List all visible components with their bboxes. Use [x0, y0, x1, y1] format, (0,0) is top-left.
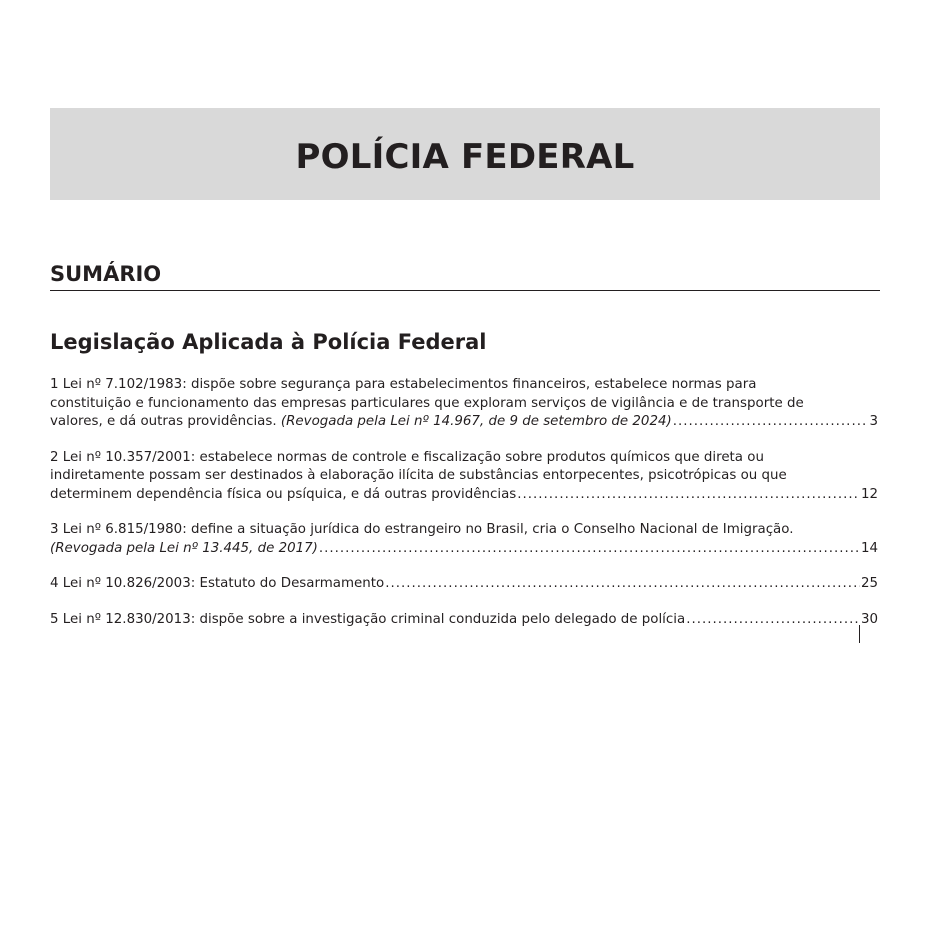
dot-leader — [673, 413, 869, 432]
page-number: 14 — [860, 540, 878, 556]
text-cursor — [859, 625, 860, 643]
document-title: POLÍCIA FEDERAL — [295, 137, 635, 177]
section-title: Legislação Aplicada à Polícia Federal — [50, 330, 487, 354]
table-of-contents — [50, 376, 878, 646]
summary-heading: SUMÁRIO — [50, 262, 880, 291]
toc-entry-last-line — [50, 486, 878, 505]
dot-leader — [517, 486, 860, 505]
toc-entry-4[interactable] — [50, 575, 878, 594]
toc-entry-line: indiretamente possam ser destinados à elaboração ilícita de substâncias entorpecentes, psicotrópicas ou que — [50, 468, 787, 483]
page-number: 3 — [869, 414, 878, 429]
toc-entry-1[interactable] — [50, 376, 878, 432]
toc-entry-line: 2 Lei nº 10.357/2001: estabelece normas de controle e fiscalização sobre produtos químicos que direta ou — [50, 449, 764, 465]
toc-entry-3[interactable] — [50, 521, 878, 558]
toc-entry-text: 5 Lei nº 12.830/2013: dispõe sobre a investigação criminal conduzida pelo delegado de polícia — [50, 611, 686, 627]
dot-leader — [385, 575, 860, 594]
toc-entry-5[interactable] — [50, 611, 878, 630]
page-number: 12 — [860, 486, 878, 502]
dot-leader — [319, 540, 860, 559]
toc-entry-last-line — [50, 611, 878, 630]
toc-entry-last-line — [50, 575, 878, 594]
toc-entry-2[interactable] — [50, 449, 878, 505]
toc-entry-line: 3 Lei nº 6.815/1980: define a situação jurídica do estrangeiro no Brasil, cria o Conselho Nacional de Imigração. — [50, 522, 794, 537]
toc-entry-text: 4 Lei nº 10.826/2003: Estatuto do Desarmamento — [50, 576, 385, 591]
toc-entry-line: constituição e funcionamento das empresas particulares que exploram serviços de vigilância e de transporte de — [50, 395, 804, 411]
toc-entry-last-line — [50, 540, 878, 559]
revocation-note: (Revogada pela Lei nº 14.967, de 9 de setembro de 2024) — [280, 414, 672, 429]
title-banner — [50, 108, 880, 200]
toc-entry-line: 1 Lei nº 7.102/1983: dispõe sobre segurança para estabelecimentos financeiros, estabelece normas para — [50, 377, 757, 392]
page-number: 30 — [860, 611, 878, 627]
page-number: 25 — [860, 576, 878, 591]
revocation-note: (Revogada pela Lei nº 13.445, de 2017) — [50, 540, 318, 556]
toc-entry-text: determinem dependência física ou psíquica, e dá outras providências — [50, 486, 517, 502]
toc-entry-last-line — [50, 413, 878, 432]
dot-leader — [686, 611, 860, 630]
toc-entry-text: valores, e dá outras providências. (Revogada pela Lei nº 14.967, de 9 de setembro de 2024) — [50, 414, 672, 429]
